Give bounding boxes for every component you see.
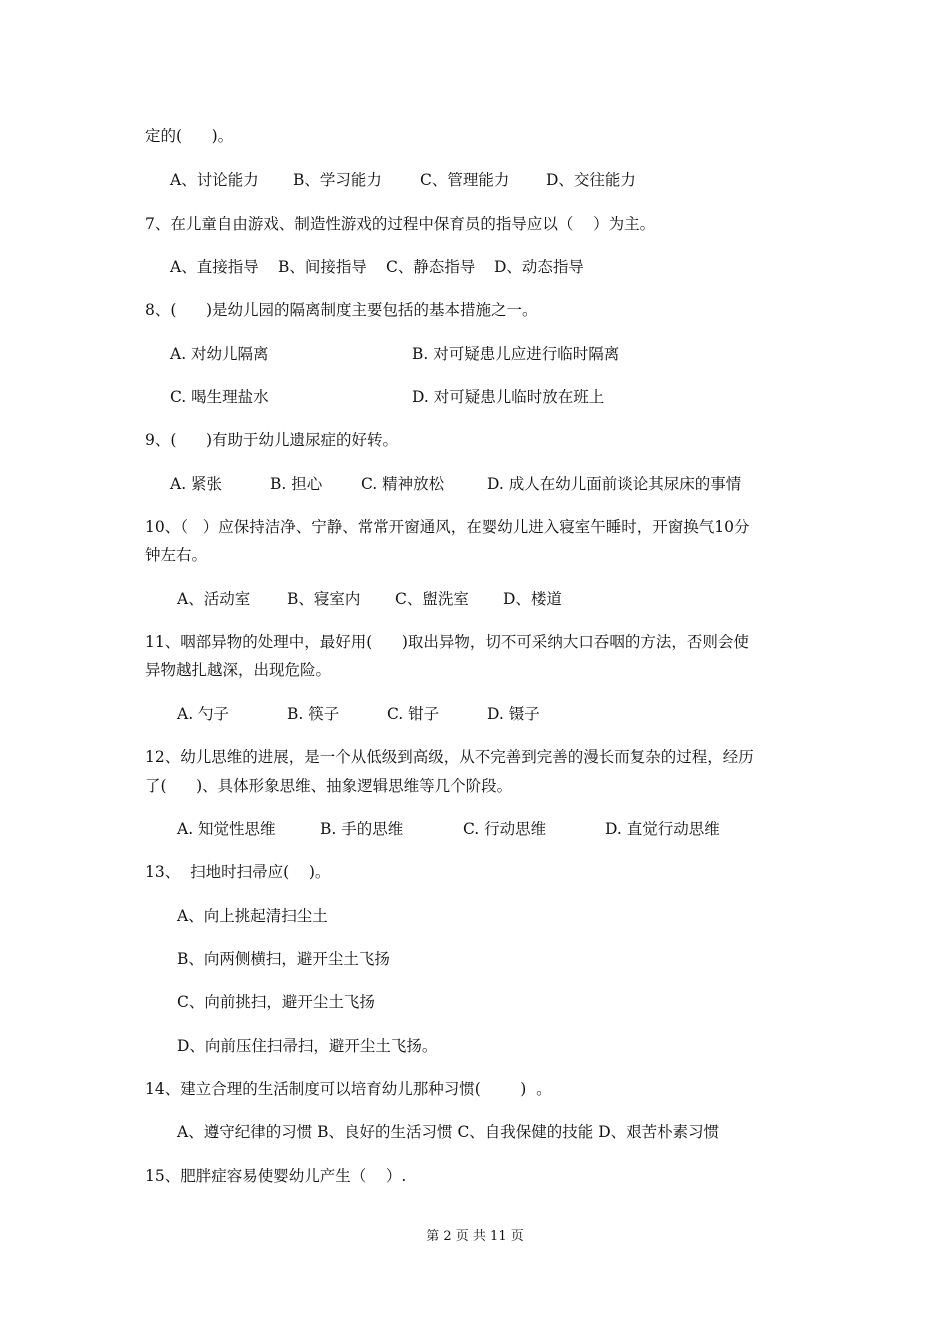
q13-option-b: B、向两侧横扫，避开尘土飞扬	[177, 950, 390, 968]
q13-option-c: C、向前挑扫，避开尘土飞扬	[177, 993, 375, 1011]
q8-option-c: C. 喝生理盐水	[170, 388, 269, 406]
question-15: 15、肥胖症容易使婴幼儿产生（ ）.	[145, 1167, 407, 1185]
q7-option-a: A、直接指导	[170, 258, 259, 276]
q7-option-c: C、静态指导	[386, 258, 476, 276]
q11-option-d: D. 镊子	[487, 705, 540, 723]
q9-option-c: C. 精神放松	[361, 475, 445, 493]
question-11-line-1: 11、咽部异物的处理中，最好用( )取出异物，切不可采纳大口吞咽的方法，否则会使	[145, 633, 749, 651]
q10-option-c: C、盥洗室	[395, 590, 469, 608]
q11-option-a: A. 勺子	[177, 705, 230, 723]
q8-option-d: D. 对可疑患儿临时放在班上	[412, 388, 605, 406]
q11-option-c: C. 钳子	[387, 705, 440, 723]
q9-option-b: B. 担心	[270, 475, 323, 493]
q14-options: A、遵守纪律的习惯 B、良好的生活习惯 C、自我保健的技能 D、艰苦朴素习惯	[177, 1123, 720, 1141]
q9-option-d: D. 成人在幼儿面前谈论其尿床的事情	[487, 475, 742, 493]
q8-option-b: B. 对可疑患儿应进行临时隔离	[412, 345, 620, 363]
q12-option-d: D. 直觉行动思维	[605, 820, 720, 838]
question-12-line-2: 了( )、具体形象思维、抽象逻辑思维等几个阶段。	[145, 777, 513, 795]
question-7: 7、在儿童自由游戏、制造性游戏的过程中保育员的指导应以（ ）为主。	[145, 215, 656, 233]
question-11-line-2: 异物越扎越深，出现危险。	[145, 661, 332, 679]
question-13: 13、 扫地时扫帚应( )。	[145, 863, 331, 881]
q6-option-d: D、交往能力	[546, 171, 636, 189]
question-6-tail: 定的( )。	[145, 127, 234, 145]
question-14: 14、建立合理的生活制度可以培育幼儿那种习惯( ) 。	[145, 1080, 552, 1098]
q6-option-a: A、讨论能力	[170, 171, 259, 189]
q7-option-b: B、间接指导	[278, 258, 367, 276]
q6-option-b: B、学习能力	[293, 171, 382, 189]
q12-option-b: B. 手的思维	[320, 820, 404, 838]
q13-option-d: D、向前压住扫帚扫，避开尘土飞扬。	[177, 1037, 438, 1055]
q11-option-b: B. 筷子	[287, 705, 340, 723]
q10-option-d: D、楼道	[503, 590, 562, 608]
q13-option-a: A、向上挑起清扫尘土	[177, 907, 328, 925]
q12-option-c: C. 行动思维	[463, 820, 547, 838]
page-footer: 第 2 页 共 11 页	[426, 1229, 524, 1244]
q12-option-a: A. 知觉性思维	[177, 820, 276, 838]
q7-option-d: D、动态指导	[494, 258, 584, 276]
question-10-line-2: 钟左右。	[145, 546, 208, 564]
q6-option-c: C、管理能力	[420, 171, 510, 189]
q9-option-a: A. 紧张	[170, 475, 223, 493]
q8-option-a: A. 对幼儿隔离	[170, 345, 269, 363]
question-8: 8、( )是幼儿园的隔离制度主要包括的基本措施之一。	[145, 301, 538, 319]
question-10-line-1: 10、（ ）应保持洁净、宁静、常常开窗通风，在婴幼儿进入寝室午睡时，开窗换气10分	[145, 518, 750, 536]
q10-option-b: B、寝室内	[287, 590, 361, 608]
q10-option-a: A、活动室	[177, 590, 251, 608]
question-9: 9、( )有助于幼儿遗尿症的好转。	[145, 431, 399, 449]
question-12-line-1: 12、幼儿思维的进展，是一个从低级到高级，从不完善到完善的漫长而复杂的过程，经历	[145, 748, 754, 766]
